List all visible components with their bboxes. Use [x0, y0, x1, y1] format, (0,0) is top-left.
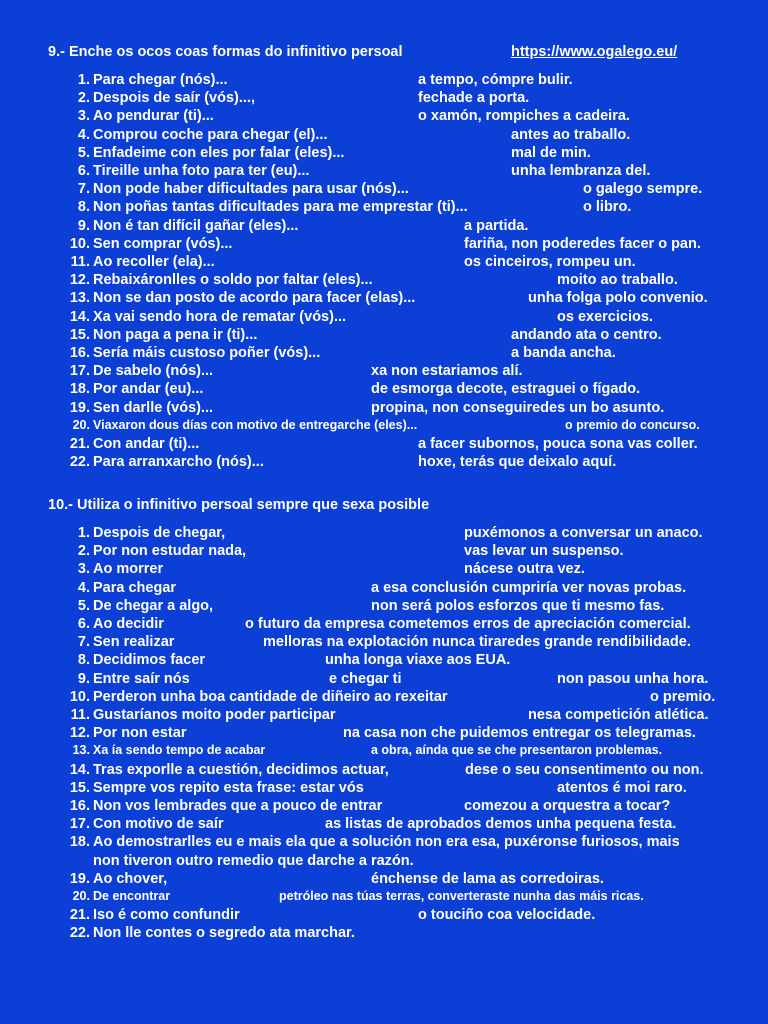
item-number: 5. — [77, 597, 90, 614]
list-item — [0, 236, 768, 254]
sentence-start: Gustaríanos moito poder participar — [93, 707, 336, 723]
sentence-end: de esmorga decote, estraguei o fígado. — [371, 381, 641, 398]
list-item — [0, 834, 768, 852]
sentence-start: Ao decidir — [93, 616, 164, 632]
list-item — [0, 418, 768, 436]
item-number: 4. — [77, 579, 90, 596]
list-item — [0, 689, 768, 707]
sentence-start: Sen comprar (vós)... — [93, 235, 233, 252]
sentence-end: nesa competición atlética. — [528, 707, 709, 723]
list-item-continuation — [0, 853, 768, 871]
sentence-start: Para chegar (nós)... — [93, 72, 228, 88]
sentence-end: melloras na explotación nunca tiraredes grande rendibilidade. — [263, 634, 691, 651]
list-item — [0, 145, 768, 163]
sentence-start: Ao pendurar (ti)... — [93, 108, 214, 125]
item-number: 8. — [77, 199, 90, 216]
list-item — [0, 381, 768, 399]
item-number: 18. — [69, 381, 90, 398]
list-item — [0, 762, 768, 780]
item-number: 6. — [77, 163, 90, 179]
item-number: 22. — [69, 925, 90, 942]
item-number: 3. — [77, 108, 90, 125]
list-item — [0, 218, 768, 236]
sentence-start: Tireille unha foto para ter (eu)... — [93, 163, 310, 179]
list-item — [0, 580, 768, 598]
sentence-end: unha longa viaxe aos EUA. — [325, 652, 511, 669]
list-item — [0, 290, 768, 308]
sentence-start: Por andar (eu)... — [93, 381, 204, 398]
sentence-start: Ao recoller (ela)... — [93, 254, 215, 270]
exercise-9-title: 9.- Enche os ocos coas formas do infinitivo persoal — [48, 44, 403, 60]
sentence-start: De chegar a algo, — [93, 597, 214, 614]
list-item — [0, 907, 768, 925]
list-item — [0, 309, 768, 327]
item-number: 18. — [69, 834, 90, 851]
sentence-start: Ao demostrarlles eu e mais ela que a solución non era esa, puxéronse furiosos, mais — [93, 834, 680, 851]
sentence-start: Non se dan posto de acordo para facer (elas)... — [93, 290, 416, 307]
sentence-end: petróleo nas túas terras, converteraste nunha das máis ricas. — [279, 889, 644, 903]
list-item — [0, 925, 768, 943]
list-item — [0, 127, 768, 145]
sentence-end: fechade a porta. — [418, 90, 530, 107]
item-number: 11. — [70, 707, 90, 723]
item-number: 20. — [72, 889, 90, 903]
item-number: 15. — [69, 326, 90, 343]
sentence-start: De encontrar — [93, 889, 171, 903]
exercise-10-title: 10.- Utiliza o infinitivo persoal sempre que sexa posible — [48, 497, 430, 513]
item-number: 12. — [69, 725, 90, 742]
sentence-end: a partida. — [464, 217, 529, 234]
list-item — [0, 889, 768, 907]
list-item — [0, 254, 768, 272]
item-number: 8. — [77, 652, 90, 669]
sentence-end: o touciño coa velocidade. — [418, 907, 596, 924]
sentence-start: Non pode haber dificultades para usar (nós)... — [93, 181, 409, 198]
sentence-end: antes ao traballo. — [511, 126, 631, 143]
item-number: 20. — [72, 417, 90, 432]
list-item — [0, 181, 768, 199]
sentence-end: o futuro da empresa cometemos erros de apreciación comercial. — [245, 616, 691, 632]
sentence-start: Rebaixáronlles o soldo por faltar (eles)... — [93, 272, 373, 289]
sentence-start: Tras exporlle a cuestión, decidimos actuar, — [93, 761, 389, 778]
sentence-start: Decidimos facer — [93, 652, 206, 669]
item-number: 12. — [69, 272, 90, 289]
sentence-start: Con motivo de saír — [93, 816, 224, 833]
sentence-end: vas levar un suspenso. — [464, 543, 624, 560]
list-item — [0, 72, 768, 90]
sentence-end: a tempo, cómpre bulir. — [418, 72, 573, 88]
sentence-start: Non é tan difícil gañar (eles)... — [93, 217, 299, 234]
sentence-end: e chegar ti — [329, 670, 402, 687]
item-number: 7. — [77, 634, 90, 651]
ogalego-link[interactable]: https://www.ogalego.eu/ — [511, 44, 678, 60]
sentence-continuation: non tiveron outro remedio que darche a razón. — [93, 852, 414, 869]
item-number: 9. — [77, 670, 90, 687]
item-number: 13. — [69, 290, 90, 307]
item-number: 21. — [69, 436, 90, 452]
list-item — [0, 671, 768, 689]
list-item — [0, 454, 768, 472]
sentence-end: o galego sempre. — [583, 181, 703, 198]
list-item — [0, 652, 768, 670]
sentence-start: Non paga a pena ir (ti)... — [93, 326, 258, 343]
sentence-end: andando ata o centro. — [511, 326, 662, 343]
sentence-end: unha folga polo convenio. — [528, 290, 708, 307]
list-item — [0, 90, 768, 108]
sentence-end: xa non estariamos alí. — [371, 363, 523, 380]
item-number: 19. — [69, 399, 90, 416]
list-item — [0, 199, 768, 217]
item-number: 19. — [69, 870, 90, 887]
sentence-start: Enfadeime con eles por falar (eles)... — [93, 144, 345, 161]
item-number: 17. — [69, 363, 90, 380]
sentence-start: Por non estar — [93, 725, 187, 742]
item-number: 9. — [77, 217, 90, 234]
item-number: 10. — [69, 688, 90, 705]
sentence-start: Con andar (ti)... — [93, 436, 200, 452]
list-item — [0, 871, 768, 889]
item-number: 14. — [69, 761, 90, 778]
sentence-start: Viaxaron dous días con motivo de entregarche (eles)... — [93, 417, 418, 432]
list-item — [0, 634, 768, 652]
list-item — [0, 327, 768, 345]
item-number: 22. — [69, 454, 90, 471]
list-item — [0, 108, 768, 126]
item-number: 2. — [77, 90, 90, 107]
list-item — [0, 743, 768, 761]
item-number: 13. — [72, 743, 90, 758]
sentence-start: Despois de chegar, — [93, 525, 226, 541]
sentence-start: Non vos lembrades que a pouco de entrar — [93, 798, 383, 814]
item-number: 2. — [77, 543, 90, 560]
sentence-end: énchense de lama as corredoiras. — [371, 870, 604, 887]
list-item — [0, 725, 768, 743]
sentence-start: De sabelo (nós)... — [93, 363, 214, 380]
list-item — [0, 272, 768, 290]
list-item — [0, 345, 768, 363]
sentence-end: non será polos esforzos que ti mesmo fas. — [371, 597, 665, 614]
sentence-start: Sen realizar — [93, 634, 175, 651]
sentence-start: Non poñas tantas dificultades para me emprestar (ti)... — [93, 199, 468, 216]
list-item — [0, 436, 768, 454]
sentence-end: as listas de aprobados demos unha pequena festa. — [325, 816, 677, 833]
sentence-end: propina, non conseguiredes un bo asunto. — [371, 399, 665, 416]
sentence-end: dese o seu consentimento ou non. — [465, 761, 704, 778]
sentence-start: Para arranxarcho (nós)... — [93, 454, 264, 471]
sentence-end: atentos é moi raro. — [557, 779, 687, 796]
sentence-start: Ao morrer — [93, 561, 164, 578]
sentence-start: Sería máis custoso poñer (vós)... — [93, 345, 321, 361]
item-number: 4. — [77, 126, 90, 143]
sentence-end: a obra, aínda que se che presentaron problemas. — [371, 743, 663, 758]
list-item — [0, 598, 768, 616]
list-item — [0, 798, 768, 816]
list-item — [0, 525, 768, 543]
item-number: 6. — [77, 616, 90, 632]
sentence-end: comezou a orquestra a tocar? — [464, 798, 671, 814]
sentence-end: nácese outra vez. — [464, 561, 585, 578]
sentence-end: unha lembranza del. — [511, 163, 651, 179]
item-number: 21. — [69, 907, 90, 924]
sentence-end: moito ao traballo. — [557, 272, 678, 289]
list-item — [0, 363, 768, 381]
list-item — [0, 616, 768, 634]
item-number: 3. — [77, 561, 90, 578]
item-number: 16. — [69, 798, 90, 814]
sentence-end: a esa conclusión cumpriría ver novas probas. — [371, 579, 687, 596]
item-number: 14. — [69, 308, 90, 325]
item-number: 5. — [77, 144, 90, 161]
sentence-end-2: non pasou unha hora. — [557, 670, 709, 687]
sentence-start: Non lle contes o segredo ata marchar. — [93, 925, 355, 942]
item-number: 11. — [70, 254, 90, 270]
item-number: 1. — [77, 525, 90, 541]
list-item — [0, 707, 768, 725]
sentence-end: a banda ancha. — [511, 345, 616, 361]
sentence-end: os exercicios. — [557, 308, 653, 325]
sentence-end: o premio. — [650, 688, 716, 705]
list-item — [0, 163, 768, 181]
sentence-start: Perderon unha boa cantidade de diñeiro ao rexeitar — [93, 688, 448, 705]
list-item — [0, 543, 768, 561]
sentence-start: Por non estudar nada, — [93, 543, 247, 560]
item-number: 15. — [69, 779, 90, 796]
sentence-end: os cinceiros, rompeu un. — [464, 254, 636, 270]
sentence-start: Xa vai sendo hora de rematar (vós)... — [93, 308, 347, 325]
list-item — [0, 561, 768, 579]
sentence-end: puxémonos a conversar un anaco. — [464, 525, 703, 541]
sentence-start: Entre saír nós — [93, 670, 190, 687]
sentence-start: Sempre vos repito esta frase: estar vós — [93, 779, 364, 796]
item-number: 1. — [77, 72, 90, 88]
list-item — [0, 400, 768, 418]
item-number: 17. — [69, 816, 90, 833]
sentence-start: Despois de saír (vós)..., — [93, 90, 255, 107]
list-item — [0, 780, 768, 798]
sentence-end: fariña, non poderedes facer o pan. — [464, 235, 701, 252]
sentence-end: na casa non che puidemos entregar os telegramas. — [343, 725, 696, 742]
sentence-end: mal de min. — [511, 144, 591, 161]
sentence-start: Para chegar — [93, 579, 177, 596]
sentence-start: Xa ía sendo tempo de acabar — [93, 743, 266, 758]
item-number: 7. — [77, 181, 90, 198]
sentence-start: Sen darlle (vós)... — [93, 399, 214, 416]
sentence-end: o xamón, rompiches a cadeira. — [418, 108, 630, 125]
sentence-end: o premio do concurso. — [565, 417, 700, 432]
sentence-start: Comprou coche para chegar (el)... — [93, 126, 328, 143]
list-item — [0, 816, 768, 834]
sentence-end: o libro. — [583, 199, 632, 216]
sentence-start: Ao chover, — [93, 870, 168, 887]
sentence-end: a facer subornos, pouca sona vas coller. — [418, 436, 698, 452]
sentence-start: Iso é como confundir — [93, 907, 240, 924]
sentence-end: hoxe, terás que deixalo aquí. — [418, 454, 617, 471]
item-number: 10. — [69, 235, 90, 252]
item-number: 16. — [69, 345, 90, 361]
